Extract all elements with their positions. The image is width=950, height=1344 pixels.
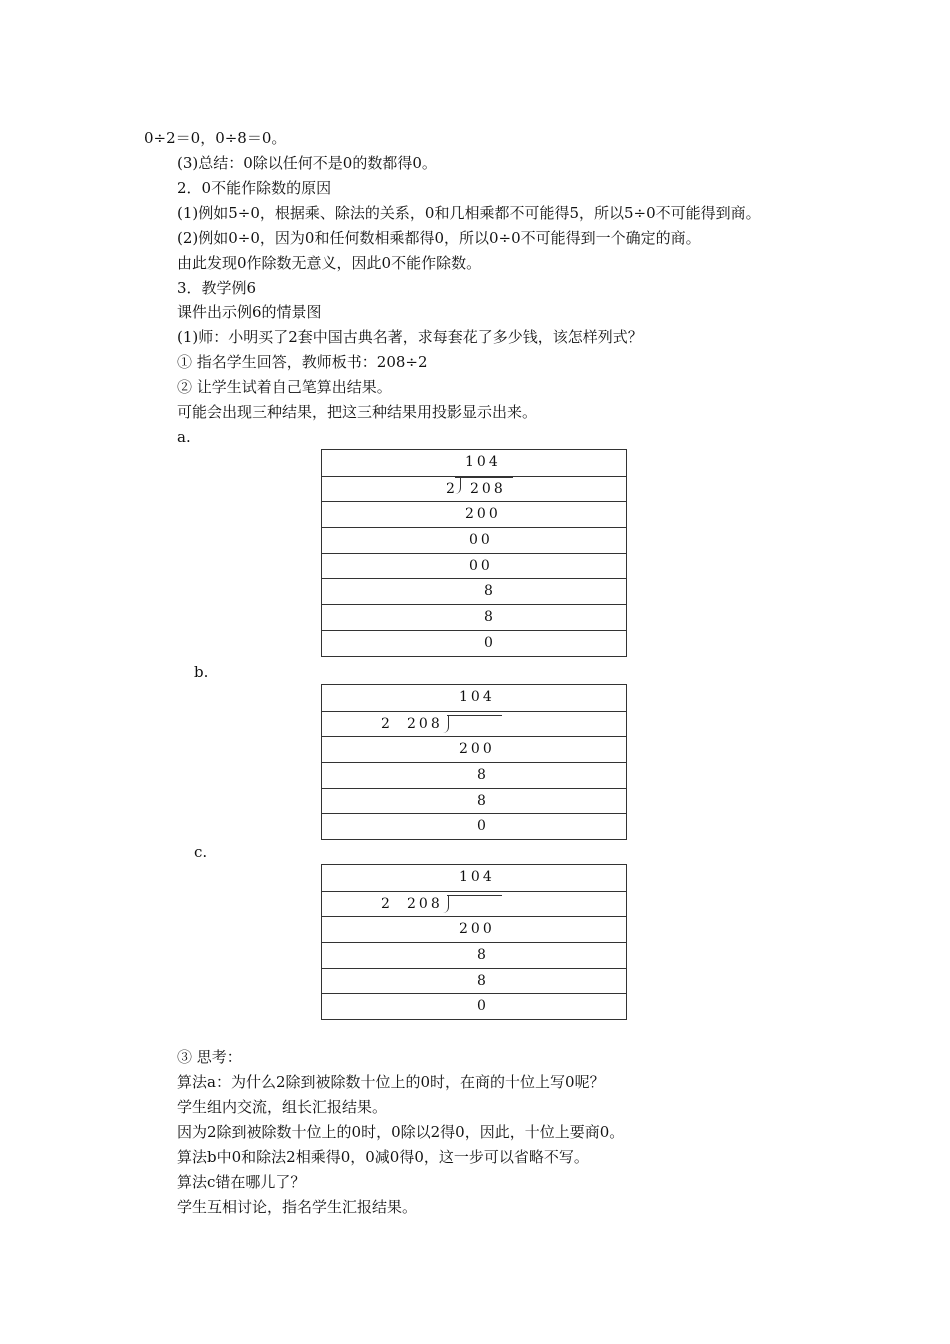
step-value: 8: [477, 972, 489, 989]
quotient: 104: [459, 689, 495, 705]
text-line: 由此发现0作除数无意义，因此0不能作除数。: [177, 254, 482, 272]
division-row: [322, 891, 626, 917]
quotient: 104: [459, 869, 495, 885]
step-row: [322, 942, 626, 968]
step-row: [322, 813, 626, 839]
text-line: 学生组内交流，组长汇报结果。: [177, 1098, 388, 1116]
text-line: 学生互相讨论，指名学生汇报结果。: [177, 1198, 418, 1216]
text-line: ① 指名学生回答，教师板书：208÷2: [177, 353, 428, 371]
dividend: 208: [407, 895, 443, 912]
text-line: (3)总结：0除以任何不是0的数都得0。: [177, 154, 437, 172]
quotient-row: [322, 865, 626, 891]
quotient: 104: [465, 454, 501, 470]
text-line: 算法c错在哪儿了？: [177, 1173, 306, 1191]
text-line: 算法a：为什么2除到被除数十位上的0时，在商的十位上写0呢？: [177, 1073, 605, 1091]
step-value: 200: [465, 506, 501, 523]
step-row: [322, 578, 626, 604]
algorithm-label-b: b.: [194, 663, 209, 681]
text-line: (1)例如5÷0，根据乘、除法的关系，0和几相乘都不可能得5，所以5÷0不可能得到商。: [177, 204, 761, 222]
text-line: 0÷2＝0，0÷8＝0。: [144, 129, 287, 147]
text-line: 课件出示例6的情景图: [177, 303, 322, 321]
text-line: 算法b中0和除法2相乘得0，0减0得0，这一步可以省略不写。: [177, 1148, 589, 1166]
long-division-table-b: [321, 684, 627, 840]
step-row: [322, 553, 626, 579]
long-division-table-a: [321, 449, 627, 657]
dividend: 208: [407, 715, 443, 732]
quotient-row: [322, 450, 626, 476]
step-value: 8: [477, 767, 489, 784]
text-line: ② 让学生试着自己笔算出结果。: [177, 378, 392, 396]
step-value: 00: [469, 557, 493, 574]
step-value: 8: [477, 947, 489, 964]
step-value: 200: [459, 741, 495, 758]
step-row: [322, 604, 626, 630]
step-value: 200: [459, 921, 495, 938]
step-row: [322, 501, 626, 527]
text-line: 可能会出现三种结果，把这三种结果用投影显示出来。: [177, 403, 538, 421]
divisor: 2: [381, 715, 393, 732]
step-row: [322, 993, 626, 1019]
division-row: [322, 711, 626, 737]
step-row: [322, 527, 626, 553]
division-bracket: [447, 715, 502, 734]
text-line: 2．0不能作除数的原因: [177, 179, 332, 197]
quotient-row: [322, 685, 626, 711]
long-division-table-c: [321, 864, 627, 1020]
step-row: [322, 916, 626, 942]
step-row: [322, 736, 626, 762]
step-row: [322, 762, 626, 788]
dividend: 208: [470, 480, 506, 497]
algorithm-label-c: c.: [194, 843, 208, 861]
step-value: 8: [477, 792, 489, 809]
step-value: 0: [477, 818, 489, 835]
division-bracket: [447, 895, 502, 914]
step-row: [322, 630, 626, 656]
text-line: (2)例如0÷0，因为0和任何数相乘都得0，所以0÷0不可能得到一个确定的商。: [177, 229, 701, 247]
step-row: [322, 968, 626, 994]
text-line: 因为2除到被除数十位上的0时，0除以2得0，因此，十位上要商0。: [177, 1123, 625, 1141]
divisor: 2: [381, 895, 393, 912]
step-value: 8: [484, 609, 496, 626]
step-value: 0: [477, 998, 489, 1015]
text-line: 3．教学例6: [177, 279, 257, 297]
divisor: 2: [446, 480, 458, 497]
text-line: ③ 思考：: [177, 1048, 242, 1066]
text-line: (1)师：小明买了2套中国古典名著，求每套花了多少钱，该怎样列式？: [177, 328, 643, 346]
division-row: [322, 476, 626, 502]
step-value: 0: [484, 634, 496, 651]
step-value: 8: [484, 583, 496, 600]
step-row: [322, 788, 626, 814]
algorithm-label-a: a.: [177, 428, 191, 446]
step-value: 00: [469, 532, 493, 549]
